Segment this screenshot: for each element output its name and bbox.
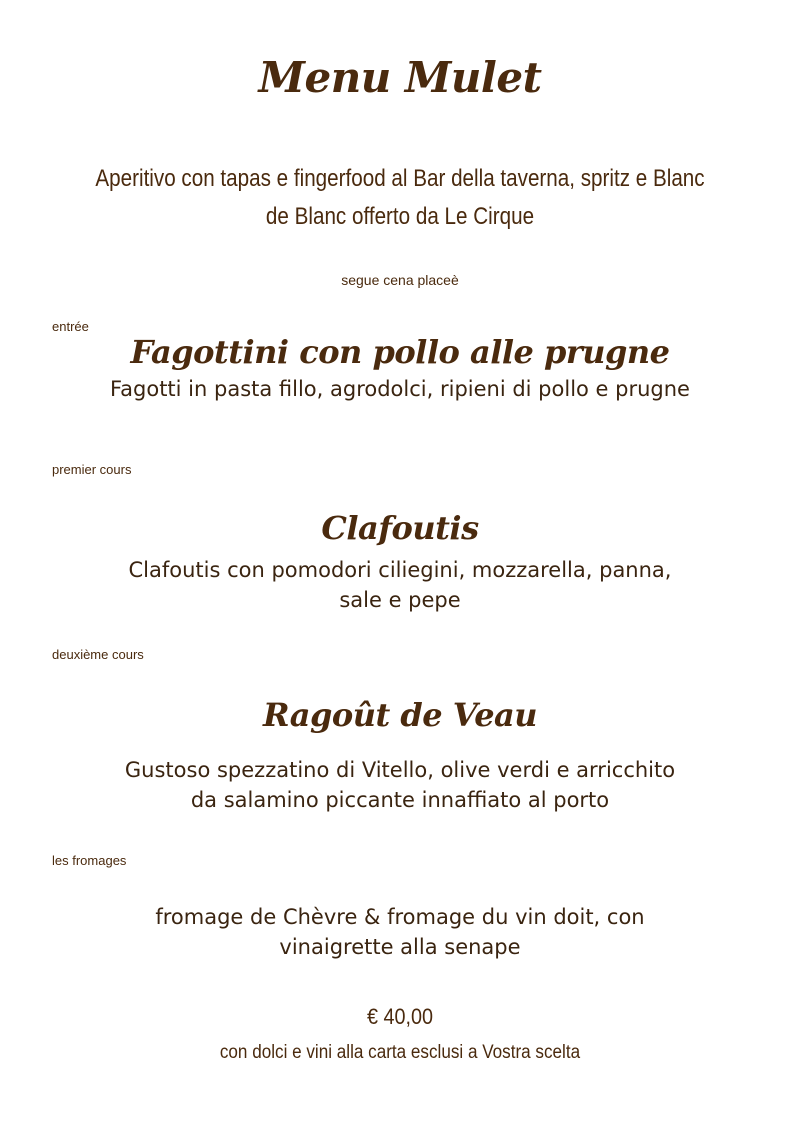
dinner-note: segue cena placeè — [341, 272, 459, 288]
intro-line-1: Aperitivo con tapas e fingerfood al Bar della taverna, spritz e Blanc — [95, 165, 705, 192]
menu-price: € 40,00 — [366, 1004, 434, 1029]
aperitivo-intro — [56, 160, 744, 236]
dish-name-deuxieme: Ragoût de Veau — [262, 696, 538, 734]
dish-description-line: vinaigrette alla senape — [279, 935, 521, 959]
course-label-deuxieme: deuxième cours — [52, 647, 144, 662]
dish-description-line: fromage de Chèvre & fromage du vin doit, con — [155, 905, 645, 929]
course-label-entree: entrée — [52, 319, 89, 334]
dish-description-fromages — [0, 902, 800, 962]
dish-description-line: Gustoso spezzatino di Vitello, olive verdi e arricchito — [124, 758, 676, 782]
intro-line-2: de Blanc offerto da Le Cirque — [265, 203, 535, 230]
menu-footer-note: con dolci e vini alla carta esclusi a Vostra scelta — [219, 1042, 581, 1063]
dish-name-premier: Clafoutis — [321, 509, 479, 547]
dish-description-line: Clafoutis con pomodori ciliegini, mozzarella, panna, — [128, 558, 672, 582]
dish-description-entree — [0, 374, 800, 404]
dish-description-line: da salamino piccante innaffiato al porto — [190, 788, 610, 812]
dish-description-deuxieme — [0, 755, 800, 815]
dish-description-premier — [0, 555, 800, 615]
course-label-premier: premier cours — [52, 462, 132, 477]
dish-description-line: Fagotti in pasta fillo, agrodolci, ripieni di pollo e prugne — [110, 377, 690, 401]
menu-title: Menu Mulet — [258, 53, 542, 102]
dish-name-entree: Fagottini con pollo alle prugne — [130, 333, 670, 371]
course-label-fromages: les fromages — [52, 853, 127, 868]
dish-description-line: sale e pepe — [339, 588, 461, 612]
